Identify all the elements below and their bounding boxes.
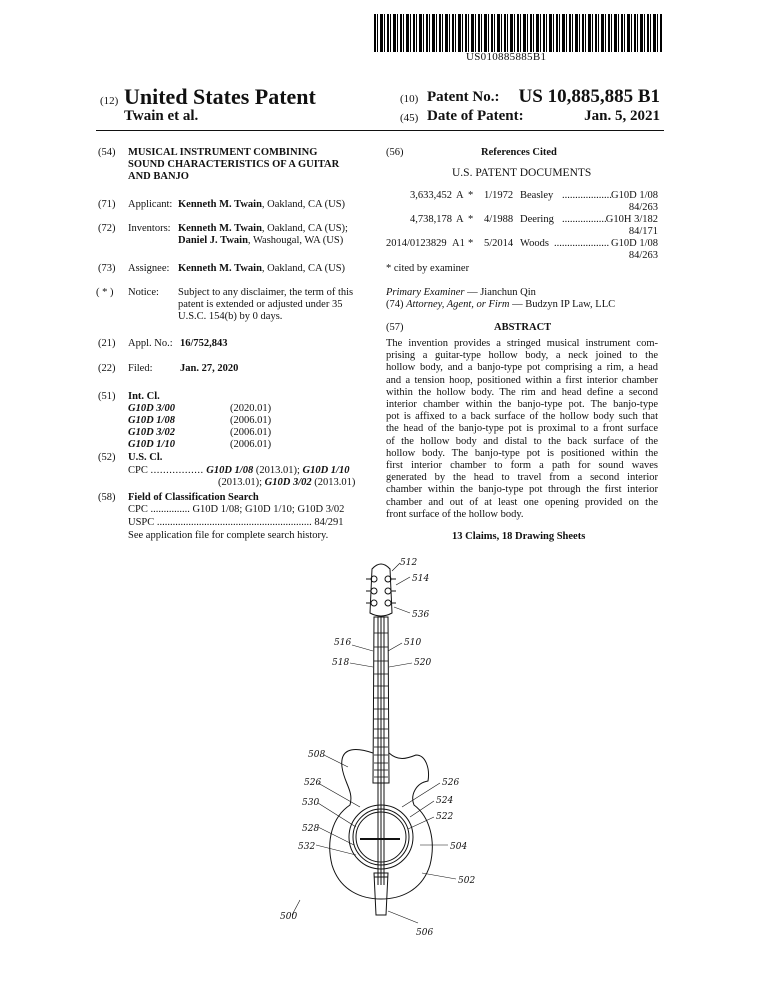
cpc-date: (2013.01);	[218, 477, 265, 488]
abstract-line: pot is affixed to a back surface of the hollow body such that	[386, 411, 658, 423]
abstract-line: of the hollow body and distal to the back surface of the	[386, 435, 658, 447]
abstract-line: chamber and out of at least one opening provided on the	[386, 496, 658, 508]
figure-label: 526	[442, 778, 460, 788]
guitar-banjo-figure	[270, 555, 520, 955]
int-cl-code: G10D 3/02	[128, 427, 175, 438]
inventor-2-location: , Washougal, WA (US)	[247, 235, 344, 246]
figure-label: 506	[416, 928, 434, 938]
ref-star: *	[468, 190, 474, 201]
patent-no-label: Patent No.:	[427, 89, 500, 105]
field-51-num: (51)	[98, 391, 116, 402]
filed-value: Jan. 27, 2020	[180, 363, 239, 374]
figure-label: 516	[334, 638, 352, 648]
figure-label: 526	[304, 778, 322, 788]
attorney-num: (74)	[386, 299, 404, 310]
ref-name: Deering	[520, 214, 554, 225]
ref-name: Beasley	[520, 190, 554, 201]
date-num: (45)	[400, 112, 419, 124]
barcode	[374, 14, 662, 52]
cpc-code: G10D 1/10	[302, 465, 350, 476]
inventor-1-name: Kenneth M. Twain	[178, 223, 262, 234]
ref-kind: A1	[452, 238, 465, 249]
title-line-1: MUSICAL INSTRUMENT COMBINING	[128, 147, 318, 158]
ref-star: *	[468, 214, 474, 225]
applicant-value	[178, 199, 345, 212]
abstract-line: and a tension hoop, positioned within a first interior chamber	[386, 374, 658, 386]
title-line-3: AND BANJO	[128, 171, 189, 182]
attorney-label: Attorney, Agent, or Firm	[406, 299, 510, 310]
int-cl-code: G10D 1/10	[128, 439, 175, 450]
uspc-line	[128, 517, 358, 530]
abstract-line: hollow body. The banjo-type pot is positioned within the	[386, 447, 658, 459]
ref-class-2: 84/263	[628, 250, 658, 261]
int-cl-code: G10D 1/08	[128, 415, 175, 426]
notice-label: Notice:	[128, 287, 159, 298]
patent-no-num: (10)	[400, 93, 419, 105]
references-title: References Cited	[481, 147, 557, 158]
figure-label: 508	[308, 750, 326, 760]
us-cl-cpc-line-2	[218, 477, 355, 490]
notice-line-2: patent is extended or adjusted under 35	[178, 299, 343, 310]
appl-no-label: Appl. No.:	[128, 338, 173, 349]
uspc-label: USPC	[128, 517, 155, 528]
ref-kind: A	[456, 190, 464, 201]
int-cl-date: (2006.01)	[230, 415, 272, 426]
ref-dots: .....................	[554, 238, 610, 249]
ref-dots: .................	[562, 214, 607, 225]
figure-label: 510	[404, 638, 422, 648]
figure-label: 512	[400, 558, 418, 568]
cpc-date: (2013.01)	[311, 477, 356, 488]
assignee-label: Assignee:	[128, 263, 170, 274]
figure-label: 518	[332, 658, 350, 668]
abstract-title: ABSTRACT	[494, 322, 552, 333]
abstract-line: within the hollow body. The rim and head define a second	[386, 386, 658, 398]
field-72-num: (72)	[98, 223, 116, 234]
figure-label: 504	[450, 842, 468, 852]
ref-class-2: 84/171	[628, 226, 658, 237]
cpc-label: CPC	[128, 465, 148, 476]
figure-label: 532	[298, 842, 316, 852]
date-value: Jan. 5, 2021	[584, 108, 660, 124]
ref-class: G10D 1/08	[611, 238, 658, 249]
abstract-line: front surface of the hollow body.	[386, 508, 524, 520]
int-cl-code: G10D 3/00	[128, 403, 175, 414]
figure-label: 520	[414, 658, 432, 668]
inventors-short: Twain et al.	[124, 108, 199, 124]
int-cl-date: (2006.01)	[230, 439, 272, 450]
ref-date: 5/2014	[484, 238, 514, 249]
abstract-line: The invention provides a stringed musical instrument com-	[386, 338, 658, 349]
cited-by-examiner: * cited by examiner	[386, 263, 470, 274]
inventor-2	[178, 235, 343, 248]
figure-label: 502	[458, 876, 476, 886]
field-56-num: (56)	[386, 147, 404, 158]
ref-number: 3,633,452	[410, 190, 452, 201]
us-patent-docs-title: U.S. PATENT DOCUMENTS	[452, 167, 592, 179]
figure-label: 536	[412, 610, 430, 620]
abstract-line: chamber within the banjo-type pot through the first interior	[386, 484, 658, 496]
ref-dots: ...................	[562, 190, 612, 201]
ref-class-2: 84/263	[628, 202, 658, 213]
notice-line-1: Subject to any disclaimer, the term of this	[178, 287, 354, 298]
figure-label: 500	[280, 912, 298, 922]
field-54-num: (54)	[98, 147, 116, 158]
attorney-name: — Budzyn IP Law, LLC	[509, 299, 616, 310]
title-line-2: SOUND CHARACTERISTICS OF A GUITAR	[128, 159, 340, 170]
cpc-code: G10D 1/08	[206, 465, 254, 476]
assignee-value	[178, 263, 345, 276]
inventor-1	[178, 223, 348, 236]
primary-examiner-name: — Jianchun Qin	[464, 287, 536, 298]
doc-title: United States Patent	[124, 84, 316, 109]
filed-label: Filed:	[128, 363, 153, 374]
barcode-number: US010885885B1	[466, 51, 547, 63]
cpc-dots: .................	[150, 465, 204, 476]
abstract-line: generated by the head to travel from a second interior	[386, 472, 658, 484]
field-57-num: (57)	[386, 322, 404, 333]
header-rule	[96, 130, 664, 131]
notice-line-3: U.S.C. 154(b) by 0 days.	[178, 311, 283, 322]
figure-label: 522	[436, 812, 454, 822]
search-field-label: Field of Classification Search	[128, 492, 259, 503]
patent-no-value: US 10,885,885 B1	[518, 86, 660, 107]
ref-number: 2014/0123829	[386, 238, 447, 249]
cpc-code: G10D 3/02	[264, 477, 312, 488]
field-58-num: (58)	[98, 492, 116, 503]
ref-date: 4/1988	[484, 214, 514, 225]
abstract-line: prising a guitar-type hollow body, a neck joined to the	[386, 350, 658, 362]
date-label: Date of Patent:	[427, 108, 524, 124]
abstract-line: hollow body, and a banjo-type pot comprising a rim, a head	[386, 362, 658, 374]
us-cl-label: U.S. Cl.	[128, 452, 163, 463]
int-cl-label: Int. Cl.	[128, 391, 160, 402]
inventors-label: Inventors:	[128, 223, 171, 234]
kind-code-num: (12)	[100, 95, 119, 107]
ref-star: *	[468, 238, 474, 249]
applicant-name: Kenneth M. Twain	[178, 199, 262, 210]
figure-label: 530	[302, 798, 320, 808]
uspc-value: 84/291	[314, 517, 344, 528]
abstract-line: first interior chamber to form a path for sound waves	[386, 460, 658, 472]
ref-number: 4,738,178	[410, 214, 452, 225]
ref-name: Woods	[520, 238, 549, 249]
attorney-line	[386, 299, 615, 312]
field-21-num: (21)	[98, 338, 116, 349]
figure-label: 524	[436, 796, 454, 806]
primary-examiner	[386, 287, 536, 300]
field-22-num: (22)	[98, 363, 116, 374]
field-73-num: (73)	[98, 263, 116, 274]
inventor-1-location: , Oakland, CA (US);	[261, 223, 348, 234]
headstock	[370, 564, 392, 616]
search-cpc-line: CPC ............... G10D 1/08; G10D 1/10; G10D 3/02	[128, 504, 345, 515]
appl-no-value: 16/752,843	[180, 338, 228, 349]
primary-examiner-label: Primary Examiner	[386, 287, 465, 298]
assignee-name: Kenneth M. Twain	[178, 263, 262, 274]
field-52-num: (52)	[98, 452, 116, 463]
notice-num: ( * )	[96, 287, 114, 298]
ref-date: 1/1972	[484, 190, 514, 201]
ref-class: G10H 3/182	[605, 214, 658, 225]
applicant-label: Applicant:	[128, 199, 173, 210]
search-history-note: See application file for complete search history.	[128, 530, 329, 541]
int-cl-date: (2020.01)	[230, 403, 272, 414]
abstract-line: the head of the banjo-type pot is proximal to a front surface	[386, 423, 658, 435]
figure-label: 528	[302, 824, 320, 834]
figure-label: 514	[412, 574, 430, 584]
cpc-date: (2013.01);	[253, 465, 303, 476]
ref-kind: A	[456, 214, 464, 225]
assignee-location: , Oakland, CA (US)	[261, 263, 346, 274]
ref-class: G10D 1/08	[611, 190, 658, 201]
inventor-2-name: Daniel J. Twain	[178, 235, 248, 246]
us-cl-cpc-line-1	[128, 465, 349, 478]
uspc-dots: ...........................................................	[156, 517, 312, 528]
claims-summary: 13 Claims, 18 Drawing Sheets	[452, 531, 586, 542]
applicant-location: , Oakland, CA (US)	[261, 199, 346, 210]
abstract-line: interior chamber within the banjo-type pot. The banjo-type	[386, 399, 658, 411]
field-71-num: (71)	[98, 199, 116, 210]
int-cl-date: (2006.01)	[230, 427, 272, 438]
abstract-body	[386, 338, 658, 521]
